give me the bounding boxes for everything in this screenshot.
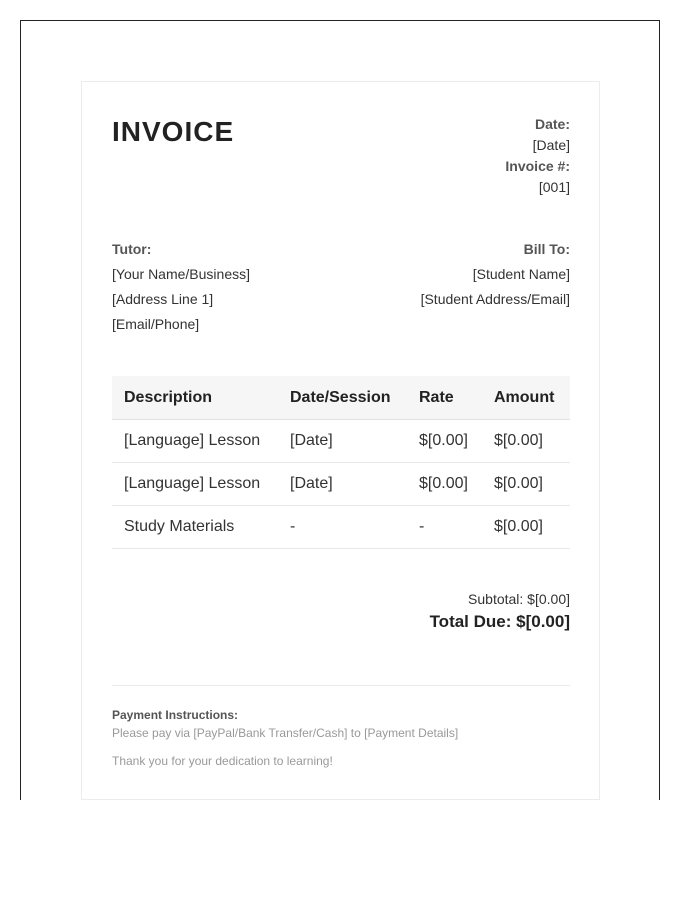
cell-date: - — [278, 506, 407, 549]
cell-description: [Language] Lesson — [112, 420, 278, 463]
table-header-row — [112, 376, 570, 420]
cell-amount: $[0.00] — [482, 420, 570, 463]
student-contact: [Student Address/Email] — [420, 291, 570, 307]
table-row — [112, 420, 570, 463]
tutor-name: [Your Name/Business] — [112, 266, 250, 282]
cell-date: [Date] — [278, 463, 407, 506]
cell-rate: $[0.00] — [407, 463, 482, 506]
column-header-date-session: Date/Session — [278, 376, 407, 420]
cell-description: [Language] Lesson — [112, 463, 278, 506]
table-row — [112, 463, 570, 506]
tutor-block — [112, 237, 250, 337]
date-value: [Date] — [532, 137, 570, 153]
line-items-table — [112, 376, 570, 549]
invoice-number-value: [001] — [538, 179, 570, 195]
payment-instructions-text: Please pay via [PayPal/Bank Transfer/Cash] to [Payment Details] — [112, 726, 459, 740]
cell-amount: $[0.00] — [482, 506, 570, 549]
cell-description: Study Materials — [112, 506, 278, 549]
column-header-rate: Rate — [407, 376, 482, 420]
tutor-address: [Address Line 1] — [112, 291, 214, 307]
tutor-contact: [Email/Phone] — [112, 316, 200, 332]
invoice-meta — [505, 114, 570, 198]
cell-rate: $[0.00] — [407, 420, 482, 463]
date-label: Date: — [534, 116, 570, 132]
column-header-description: Description — [112, 376, 278, 420]
total-due: Total Due: $[0.00] — [429, 612, 570, 631]
student-name: [Student Name] — [472, 266, 570, 282]
table-row — [112, 506, 570, 549]
payment-instructions-title: Payment Instructions: — [112, 708, 239, 722]
cell-date: [Date] — [278, 420, 407, 463]
bill-to-label: Bill To: — [523, 241, 570, 257]
bill-to-block — [421, 237, 570, 312]
cell-rate: - — [407, 506, 482, 549]
invoice-number-label: Invoice #: — [505, 158, 570, 174]
cell-amount: $[0.00] — [482, 463, 570, 506]
footer-divider — [112, 685, 570, 686]
tutor-label: Tutor: — [112, 241, 152, 257]
invoice-title: INVOICE — [112, 116, 235, 147]
column-header-amount: Amount — [482, 376, 570, 420]
thank-you-note: Thank you for your dedication to learning! — [112, 754, 333, 768]
subtotal: Subtotal: $[0.00] — [468, 591, 570, 607]
